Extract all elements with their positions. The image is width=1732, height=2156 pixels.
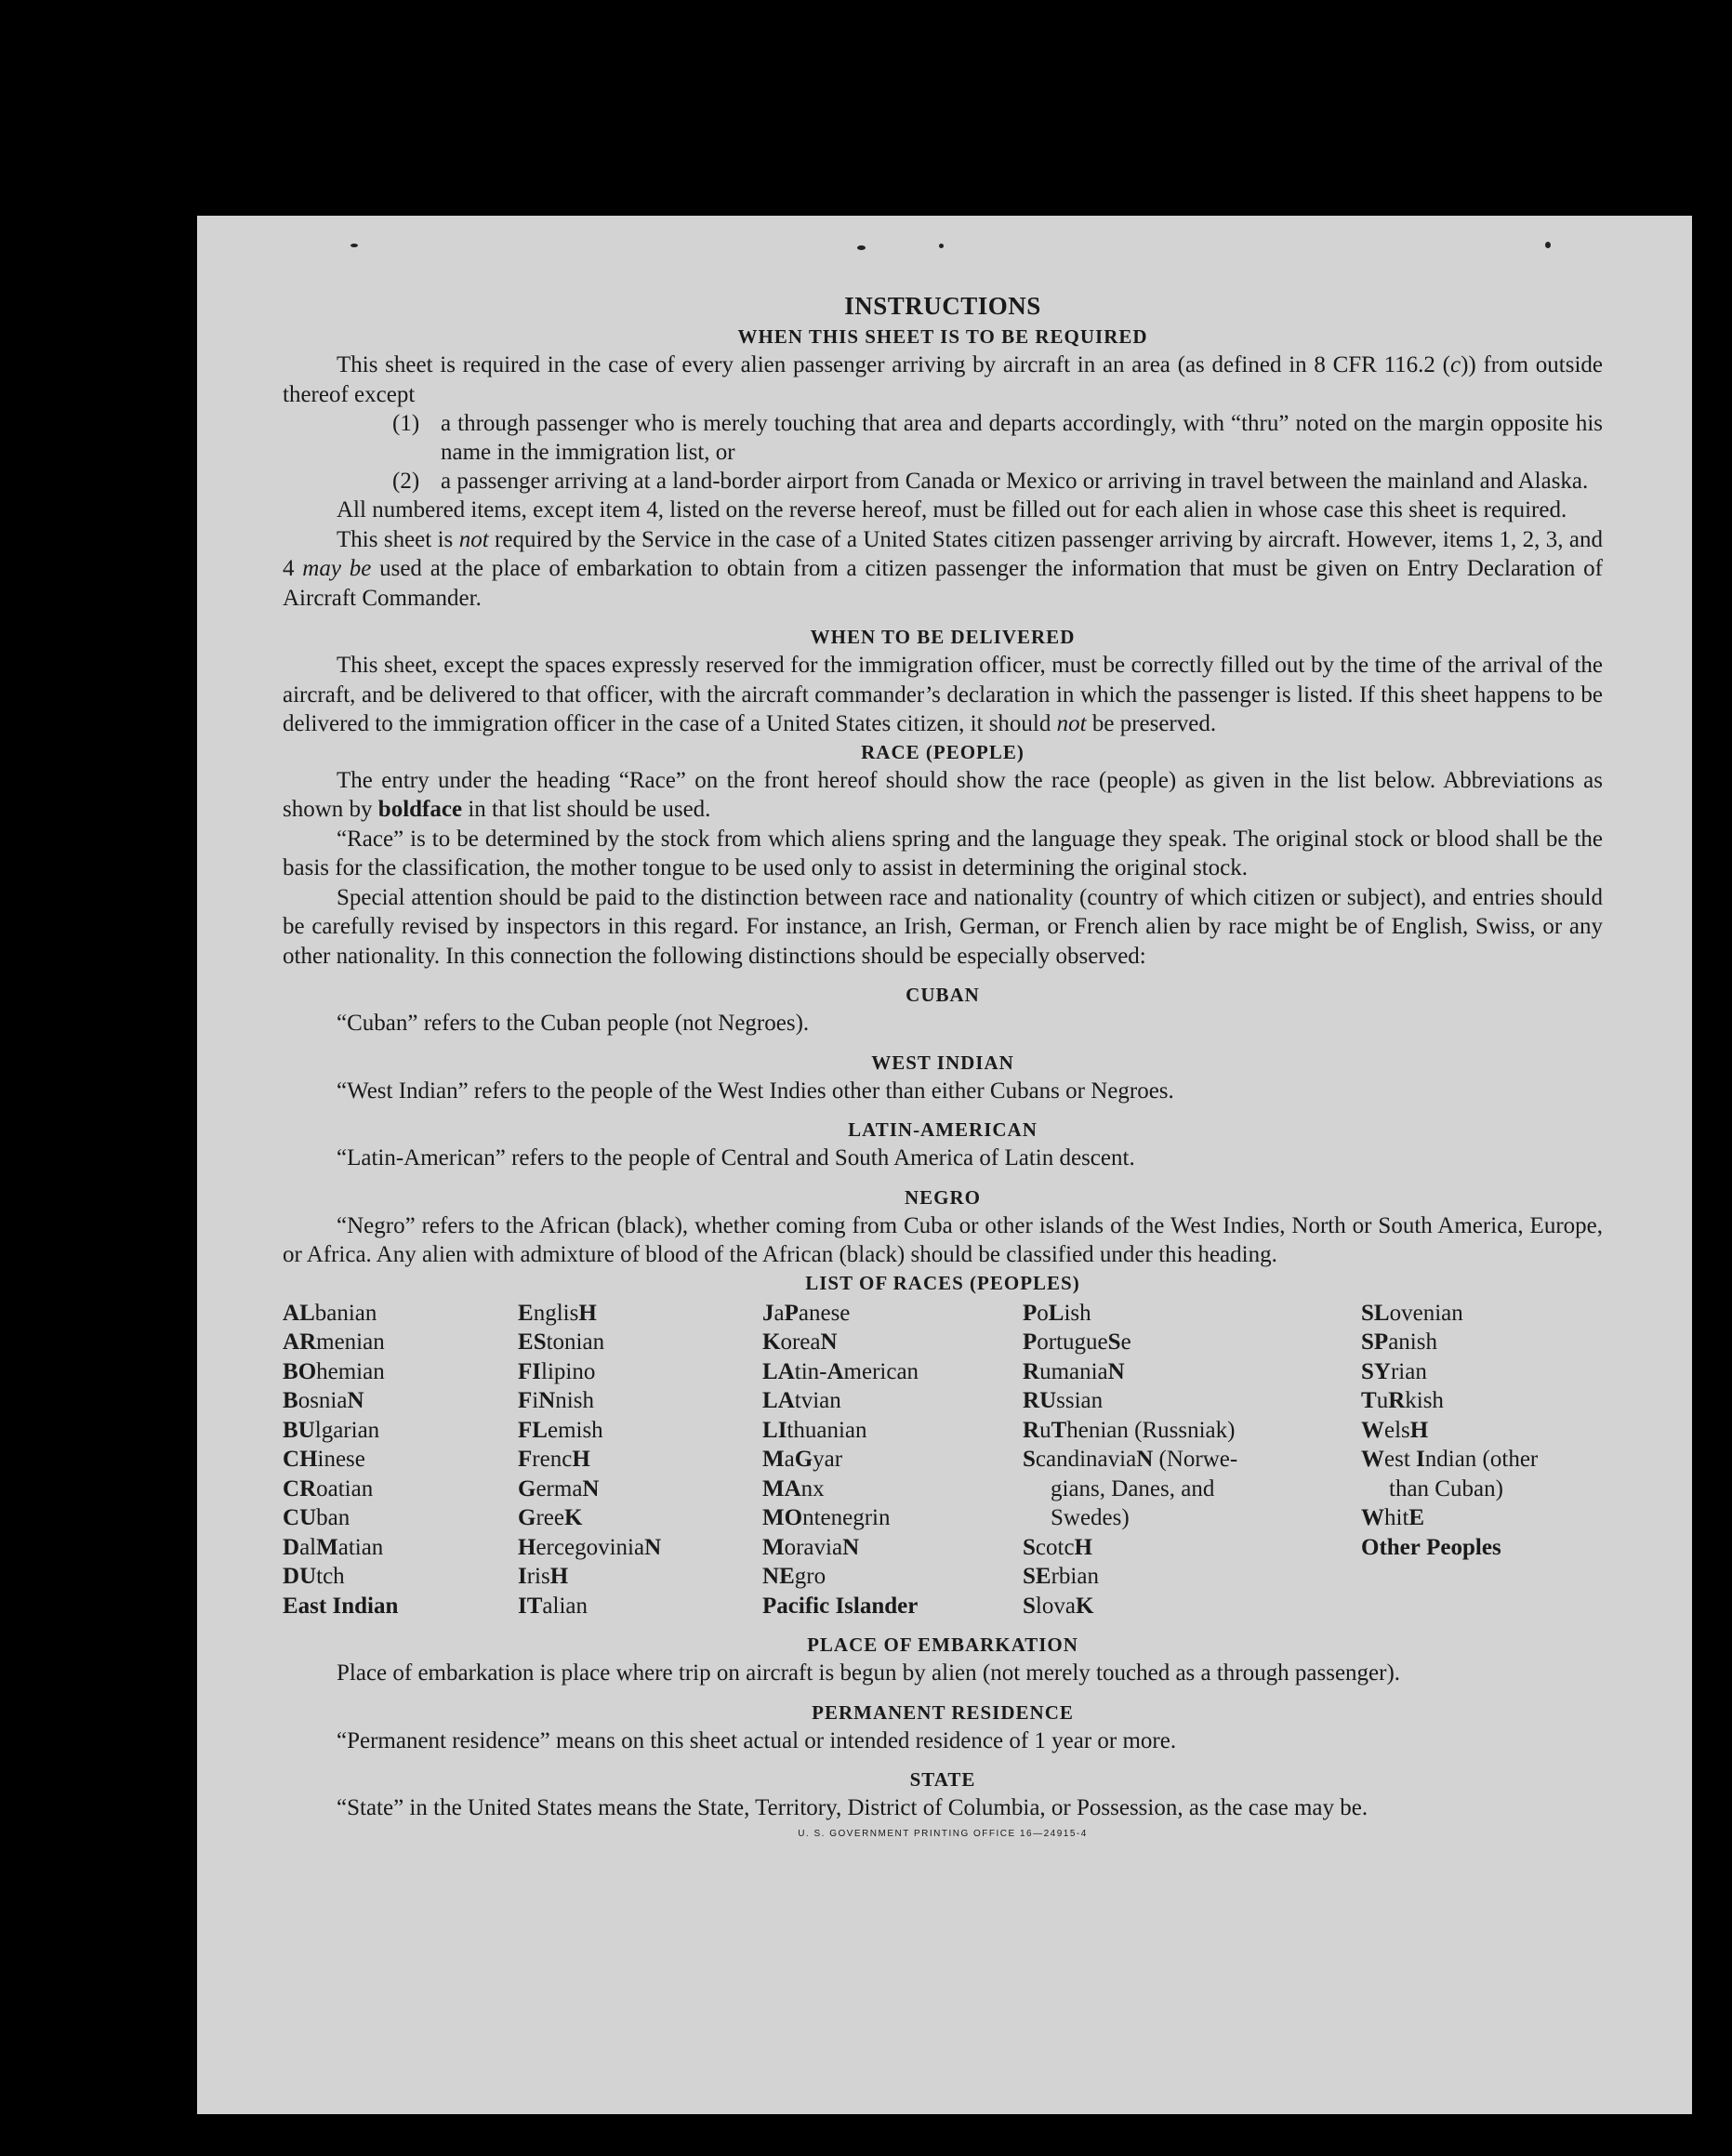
race-column bbox=[1023, 1299, 1361, 1621]
section-heading-cuban: CUBAN bbox=[906, 984, 980, 1006]
paragraph: The entry under the heading “Race” on the front hereof should show the race (people) as given in the list below. Abbreviations as shown by boldface in that list should be used. bbox=[283, 767, 1603, 822]
race-list-item: SlovaK bbox=[1023, 1593, 1094, 1619]
print-speck bbox=[1545, 242, 1551, 248]
race-list-item: PortugueSe bbox=[1023, 1329, 1131, 1355]
race-list-item: SLovenian bbox=[1361, 1300, 1463, 1326]
race-list-item: EStonian bbox=[518, 1329, 605, 1355]
race-list-item: BOhemian bbox=[283, 1358, 385, 1384]
race-list-item: LIthuanian bbox=[762, 1417, 867, 1443]
paragraph: This sheet is not required by the Service in the case of a United States citizen passenger arriving by aircraft. However, items 1, 2, 3, and 4 may be used at the place of embarkation to obtain from a citizen passenger the information that must be given on Entry Declaration of Aircraft Commander. bbox=[283, 526, 1604, 611]
race-list-item: SPanish bbox=[1361, 1329, 1437, 1355]
race-list-item: NEgro bbox=[762, 1564, 826, 1589]
race-list-item: DUtch bbox=[283, 1564, 345, 1589]
race-list-item: Pacific Islander bbox=[762, 1593, 919, 1619]
document-content bbox=[283, 288, 1603, 1839]
race-list-item: WhitE bbox=[1361, 1505, 1425, 1530]
printer-imprint: U. S. GOVERNMENT PRINTING OFFICE 16—24915-4 bbox=[798, 1828, 1088, 1839]
definition-text: “State” in the United States means the State, Territory, District of Columbia, or Possession, as the case may be. bbox=[337, 1795, 1368, 1820]
paragraph: This sheet is required in the case of every alien passenger arriving by aircraft in an area (as defined in 8 CFR 116.2 (c)) from outside thereof except bbox=[283, 352, 1603, 407]
race-list-item: GreeK bbox=[518, 1505, 583, 1530]
item-number: (1) bbox=[392, 411, 420, 436]
paragraph: This sheet, except the spaces expressly reserved for the immigration officer, must be correctly filled out by the time of the arrival of the aircraft, and be delivered to that officer, with the aircraft commander’s declaration in which the passenger is listed. If this sheet happens to be delivered to the immigration officer in the case of a United States citizen, it should not be preserved. bbox=[283, 653, 1603, 736]
race-list-item: EnglisH bbox=[518, 1300, 597, 1326]
race-list-item: FLemish bbox=[518, 1417, 603, 1443]
race-list-item: FiNnish bbox=[518, 1388, 594, 1413]
race-list-item: CRoatian bbox=[283, 1475, 374, 1501]
list-item bbox=[392, 467, 1603, 496]
race-list-item: BosniaN bbox=[283, 1388, 364, 1413]
section-heading-negro: NEGRO bbox=[904, 1185, 981, 1209]
document-title: INSTRUCTIONS bbox=[844, 292, 1041, 320]
document-sheet bbox=[197, 216, 1692, 2114]
definition-text: “Cuban” refers to the Cuban people (not Negroes). bbox=[337, 1011, 810, 1036]
race-list-item: BUlgarian bbox=[283, 1417, 380, 1443]
paragraph: Special attention should be paid to the distinction between race and nationality (country of which citizen or subject), and entries should be carefully revised by inspectors in this regard. For instance, an Irish, German, or French alien by race might be of English, Swiss, or any other nationality. In this connection the following distinctions should be especially observed: bbox=[283, 884, 1603, 969]
race-list-item: RUssian bbox=[1023, 1388, 1104, 1413]
race-list-item: Other Peoples bbox=[1361, 1534, 1501, 1560]
section-heading-west-indian: WEST INDIAN bbox=[871, 1051, 1014, 1074]
race-list-item: LAtin-American bbox=[762, 1358, 919, 1384]
race-list-item: CHinese bbox=[283, 1447, 365, 1472]
race-list-item: ARmenian bbox=[283, 1329, 385, 1355]
race-list-item: West Indian (other than Cuban) bbox=[1361, 1447, 1539, 1501]
race-list-item: IrisH bbox=[518, 1564, 569, 1589]
paragraph: All numbered items, except item 4, listed on the reverse hereof, must be filled out for each alien in whose case this sheet is required. bbox=[337, 497, 1567, 522]
paragraph: “Race” is to be determined by the stock from which aliens spring and the language they speak. The original stock or blood shall be the basis for the classification, the mother tongue to be used only to assist in determining the original stock. bbox=[283, 826, 1603, 880]
race-list-item: SErbian bbox=[1023, 1564, 1099, 1589]
section-heading-when-required: WHEN THIS SHEET IS TO BE REQUIRED bbox=[737, 325, 1148, 348]
race-list bbox=[283, 1299, 1603, 1621]
item-number: (2) bbox=[392, 469, 420, 494]
race-list-item: FrencH bbox=[518, 1447, 590, 1472]
race-list-item: RumaniaN bbox=[1023, 1358, 1125, 1384]
definition-text: “Latin-American” refers to the people of Central and South America of Latin descent. bbox=[337, 1145, 1135, 1171]
race-list-item: TuRkish bbox=[1361, 1388, 1444, 1413]
definition-text: “Permanent residence” means on this sheet actual or intended residence of 1 year or more. bbox=[337, 1727, 1177, 1753]
race-column bbox=[518, 1299, 762, 1621]
section-heading-race: RACE (PEOPLE) bbox=[861, 740, 1025, 763]
definition-text: “Negro” refers to the African (black), whether coming from Cuba or other islands of the West Indies, North or South America, Europe, or Africa. Any alien with admixture of blood of the African (black) should be classified under this heading. bbox=[283, 1212, 1603, 1267]
race-list-item: JaPanese bbox=[762, 1300, 851, 1326]
race-list-item: ITalian bbox=[518, 1593, 588, 1619]
race-list-item: ALbanian bbox=[283, 1300, 377, 1326]
section-heading-permanent-residence: PERMANENT RESIDENCE bbox=[812, 1700, 1074, 1724]
race-list-item: MaGyar bbox=[762, 1447, 843, 1472]
section-heading-list-of-races: LIST OF RACES (PEOPLES) bbox=[805, 1271, 1080, 1294]
item-text: a passenger arriving at a land-border airport from Canada or Mexico or arriving in travel between the mainland and Alaska. bbox=[441, 469, 1589, 494]
print-speck bbox=[350, 244, 358, 247]
race-list-item: PoLish bbox=[1023, 1300, 1091, 1326]
print-speck bbox=[939, 244, 944, 248]
race-list-item: MoraviaN bbox=[762, 1534, 860, 1560]
section-heading-when-delivered: WHEN TO BE DELIVERED bbox=[810, 626, 1076, 648]
list-item bbox=[392, 409, 1603, 467]
definition-text: Place of embarkation is place where trip on aircraft is begun by alien (not merely touched as a through passenger). bbox=[337, 1660, 1401, 1686]
race-list-item: SYrian bbox=[1361, 1358, 1427, 1384]
race-list-item: MOntenegrin bbox=[762, 1505, 891, 1530]
race-list-item: MAnx bbox=[762, 1475, 825, 1501]
race-list-item: HercegoviniaN bbox=[518, 1534, 662, 1560]
race-list-item: CUban bbox=[283, 1505, 350, 1530]
race-column bbox=[1361, 1299, 1603, 1621]
race-list-item: ScandinaviaN (Norwe- gians, Danes, and Swedes) bbox=[1023, 1447, 1238, 1530]
item-text: a through passenger who is merely touching that area and departs accordingly, with “thru” noted on the margin opposite his name in the immigration list, or bbox=[441, 411, 1603, 465]
race-list-item: RuThenian (Russniak) bbox=[1023, 1417, 1236, 1443]
race-column bbox=[762, 1299, 1023, 1621]
definition-text: “West Indian” refers to the people of the West Indies other than either Cubans or Negroes. bbox=[337, 1078, 1174, 1104]
race-list-item: GermaN bbox=[518, 1475, 600, 1501]
section-heading-latin-american: LATIN-AMERICAN bbox=[848, 1118, 1038, 1141]
race-list-item: ScotcH bbox=[1023, 1534, 1092, 1560]
print-speck bbox=[857, 245, 866, 250]
race-list-item: DalMatian bbox=[283, 1534, 384, 1560]
race-list-item: East Indian bbox=[283, 1593, 399, 1619]
race-list-item: KoreaN bbox=[762, 1329, 838, 1355]
race-list-item: FIlipino bbox=[518, 1358, 596, 1384]
race-column bbox=[283, 1299, 518, 1621]
race-list-item: WelsH bbox=[1361, 1417, 1429, 1443]
section-heading-place-of-embarkation: PLACE OF EMBARKATION bbox=[807, 1634, 1078, 1656]
section-heading-state: STATE bbox=[909, 1768, 976, 1791]
race-list-item: LAtvian bbox=[762, 1388, 841, 1413]
